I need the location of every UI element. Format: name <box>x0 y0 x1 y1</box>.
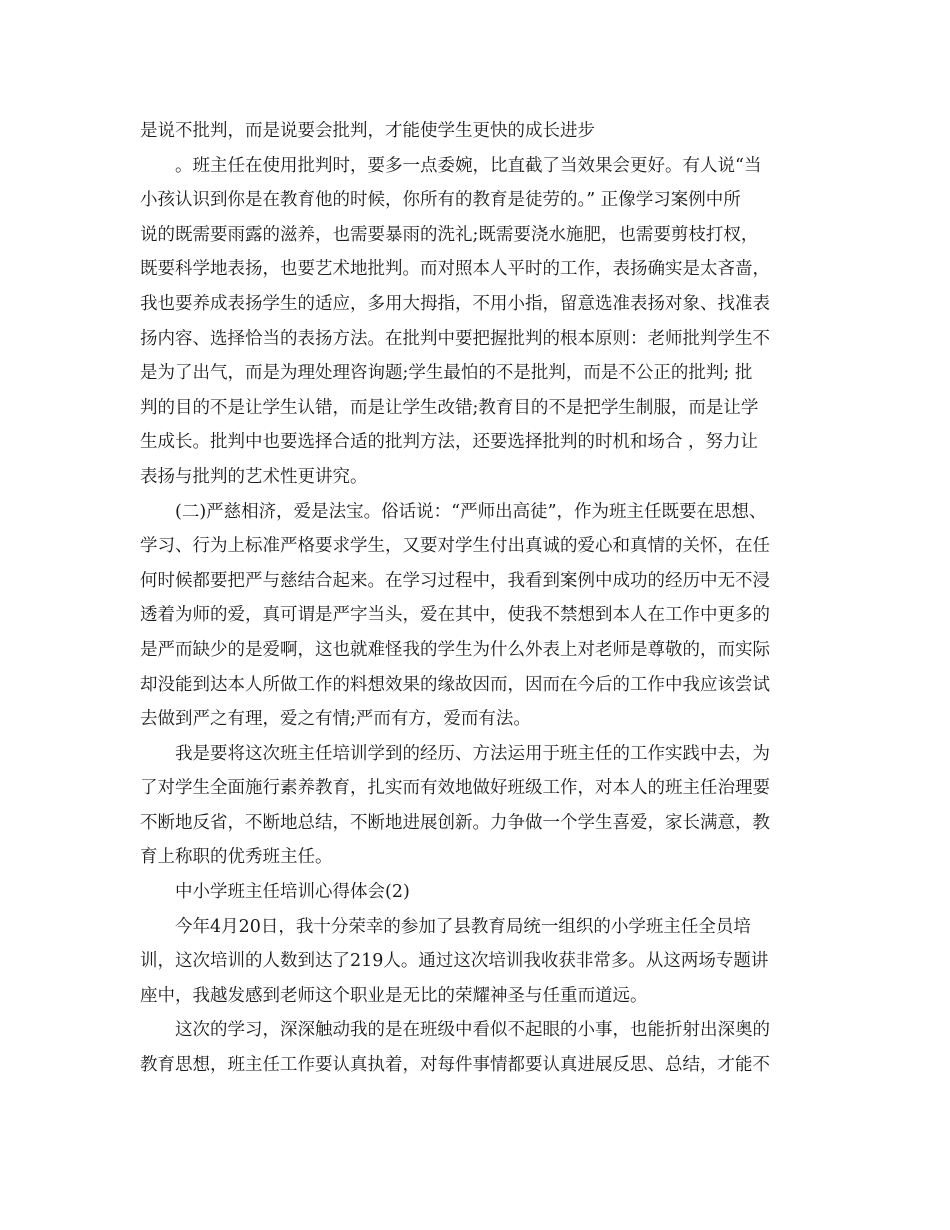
text-line: 我是要将这次班主任培训学到的经历、方法运用于班主任的工作实践中去，为 <box>175 743 770 764</box>
text-line: 了对学生全面施行素养教育，扎实而有效地做好班级工作，对本人的班主任治理要 <box>140 778 770 799</box>
text-line: 今年4月20日，我十分荣幸的参加了县教育局统一组织的小学班主任全员培 <box>175 916 751 937</box>
text-line: 育上称职的优秀班主任。 <box>140 847 333 868</box>
text-line: 座中，我越发感到老师这个职业是无比的荣耀神圣与任重而道远。 <box>140 985 648 1006</box>
text-line: (二)严慈相济，爱是法宝。俗话说：“严师出高徒”，作为班主任既要在思想、 <box>175 501 767 522</box>
text-line: 小孩认识到你是在教育他的时候，你所有的教育是徒劳的。” 正像学习案例中所 <box>140 190 741 211</box>
text-line: 何时候都要把严与慈结合起来。在学习过程中，我看到案例中成功的经历中无不浸 <box>140 570 770 591</box>
text-line: 教育思想，班主任工作要认真执着，对每件事情都要认真进展反思、总结，才能不 <box>140 1055 770 1076</box>
section-heading: 中小学班主任培训心得体会(2) <box>175 882 410 903</box>
text-line: 是说不批判，而是说要会批判，才能使学生更快的成长进步 <box>140 121 595 141</box>
text-line: 是严而缺少的是爱啊，这也就难怪我的学生为什么外表上对老师是尊敬的，而实际 <box>140 639 770 660</box>
text-line: 表扬与批判的艺术性更讲究。 <box>140 466 368 487</box>
text-line: 扬内容、选择恰当的表扬方法。在批判中要把握批判的根本原则：老师批判学生不 <box>140 328 770 349</box>
text-line: 是为了出气，而是为理处理咨询题;学生最怕的不是批判，而是不公正的批判; 批 <box>140 363 753 384</box>
text-line: 说的既需要雨露的滋养，也需要暴雨的洗礼;既需要浇水施肥，也需要剪枝打杈， <box>140 224 759 245</box>
text-line: 却没能到达本人所做工作的料想效果的缘故因而，因而在今后的工作中我应该尝试 <box>140 674 770 695</box>
text-line: 学习、行为上标准严格要求学生，又要对学生付出真诚的爱心和真情的关怀，在任 <box>140 536 770 557</box>
text-line: 去做到严之有理，爱之有情;严而有方，爱而有法。 <box>140 709 531 730</box>
text-line: 。班主任在使用批判时，要多一点委婉，比直截了当效果会更好。有人说“当 <box>175 155 762 176</box>
document-body <box>140 114 820 1083</box>
text-line: 既要科学地表扬，也要艺术地批判。而对照本人平时的工作，表扬确实是太吝啬， <box>140 259 770 280</box>
text-line: 透着为师的爱，真可谓是严字当头，爱在其中，使我不禁想到本人在工作中更多的 <box>140 605 770 626</box>
text-line: 判的目的不是让学生认错，而是让学生改错;教育目的不是把学生制服，而是让学 <box>140 397 759 418</box>
text-line: 不断地反省，不断地总结，不断地进展创新。力争做一个学生喜爱，家长满意，教 <box>140 812 770 833</box>
text-line: 这次的学习，深深触动我的是在班级中看似不起眼的小事，也能折射出深奥的 <box>175 1020 770 1041</box>
text-line: 我也要养成表扬学生的适应，多用大拇指，不用小指，留意选准表扬对象、找准表 <box>140 293 770 314</box>
text-line: 训，这次培训的人数到达了219人。通过这次培训我收获非常多。从这两场专题讲 <box>140 951 769 972</box>
text-line: 生成长。批判中也要选择合适的批判方法，还要选择批判的时机和场合 ，努力让 <box>140 432 759 453</box>
